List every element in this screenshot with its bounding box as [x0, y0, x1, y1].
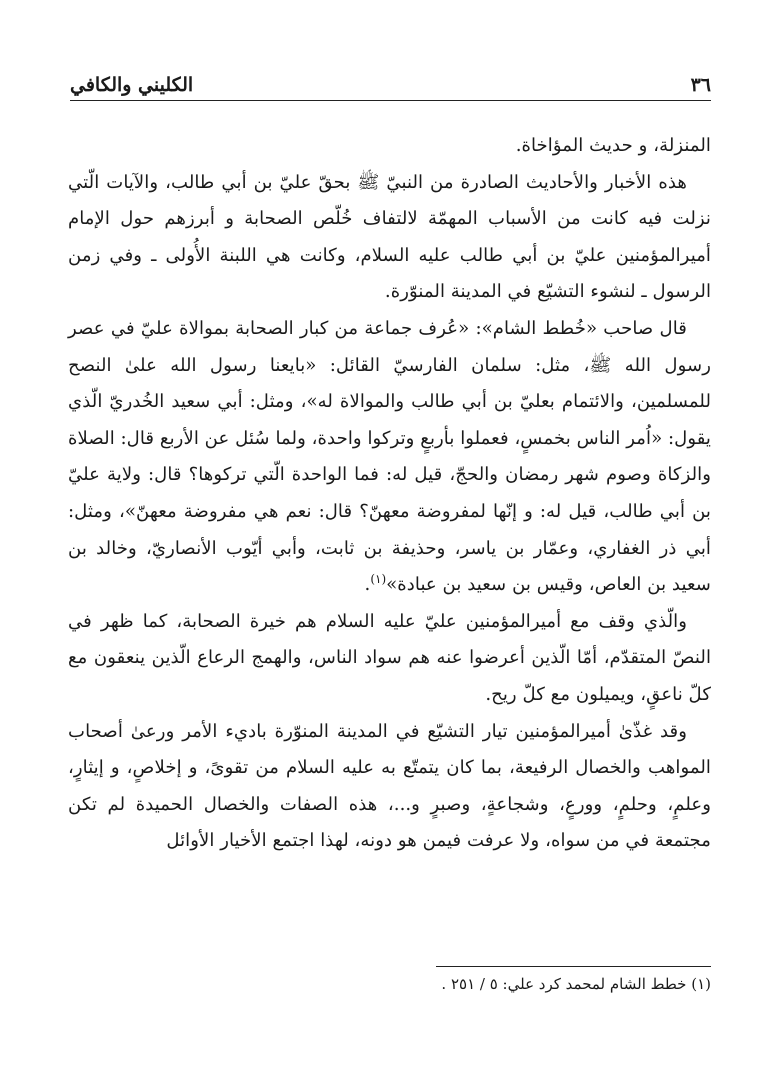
- header-rule: [70, 100, 711, 101]
- footnote-reference: (١): [370, 572, 387, 587]
- paragraph-2: هذه الأخبار والأحاديث الصادرة من النبيّ ﷺ بحقّ عليّ بن أبي طالب، والآيات الّتي نزلت فيه كانت من الأسباب المهمّة لالتفاف خُلّص الصحابة و أبرزهم حول الإمام أميرالمؤمنين عليّ بن أبي طالب عليه السلام، وكانت هي اللبنة الأُولى ـ وفي زمن الرسول ـ لنشوء التشيّع في المدينة المنوّرة.: [68, 171, 711, 303]
- footnote-rule: [436, 966, 711, 967]
- page-number: ٣٦: [690, 74, 711, 96]
- body-text: [68, 128, 711, 860]
- paragraph-3-text: قال صاحب «خُطط الشام»: «عُرف جماعة من كبار الصحابة بموالاة عليّ في عصر رسول الله ﷺ، مثل: سلمان الفارسيّ القائل: «بايعنا رسول الله علىٰ النصح للمسلمين، والائتمام بعليّ بن أبي طالب والموالاة له»، ومثل: أبي سعيد الخُدريّ الّذي يقول: «اُمر الناس بخمسٍ، فعملوا بأربعٍ وتركوا واحدة، ولما سُئل عن الأربع قال: الصلاة والزكاة وصوم شهر رمضان والحجّ، قيل له: فما الواحدة الّتي تركوها؟ قال: ولاية عليّ بن أبي طالب، قيل له: و إنّها لمفروضة معهنّ؟ قال: نعم هي مفروضة معهنّ»، ومثل: أبي ذر الغفاري، وعمّار بن ياسر، وحذيفة بن ثابت، وأبي أيّوب الأنصاريّ، وخالد بن سعيد بن العاص، وقيس بن سعيد بن عبادة»: [68, 317, 711, 596]
- paragraph-3-period: .: [364, 574, 371, 596]
- paragraph-3: [68, 311, 711, 604]
- running-title: الكليني والكافي: [70, 74, 194, 96]
- paragraph-4: والّذي وقف مع أميرالمؤمنين عليّ عليه السلام هم خيرة الصحابة، كما ظهر في النصّ المتقدّم، أمّا الّذين أعرضوا عنه هم سواد الناس، والهمج الرعاع الّذين ينعقون مع كلّ ناعقٍ، ويميلون مع كلّ ريح.: [68, 610, 711, 705]
- footnote: (١) خطط الشام لمحمد كرد علي: ٥ / ٢٥١ .: [441, 975, 711, 993]
- paragraph-1: المنزلة، و حديث المؤاخاة.: [515, 135, 711, 156]
- paragraph-5: وقد غذّىٰ أميرالمؤمنين تيار التشيّع في المدينة المنوّرة باديء الأمر ورعىٰ أصحاب المواهب والخصال الرفيعة، بما كان يتمتّع به عليه السلام من تقوىً، و إخلاصٍ، و إيثارٍ، وعلمٍ، وحلمٍ، وورعٍ، وشجاعةٍ، وصبرٍ و...، هذه الصفات والخصال الحميدة لم تكن مجتمعة في من سواه، ولا عرفت فيمن هو دونه، لهذا اجتمع الأخيار الأوائل: [68, 720, 711, 852]
- page-header: [70, 62, 711, 96]
